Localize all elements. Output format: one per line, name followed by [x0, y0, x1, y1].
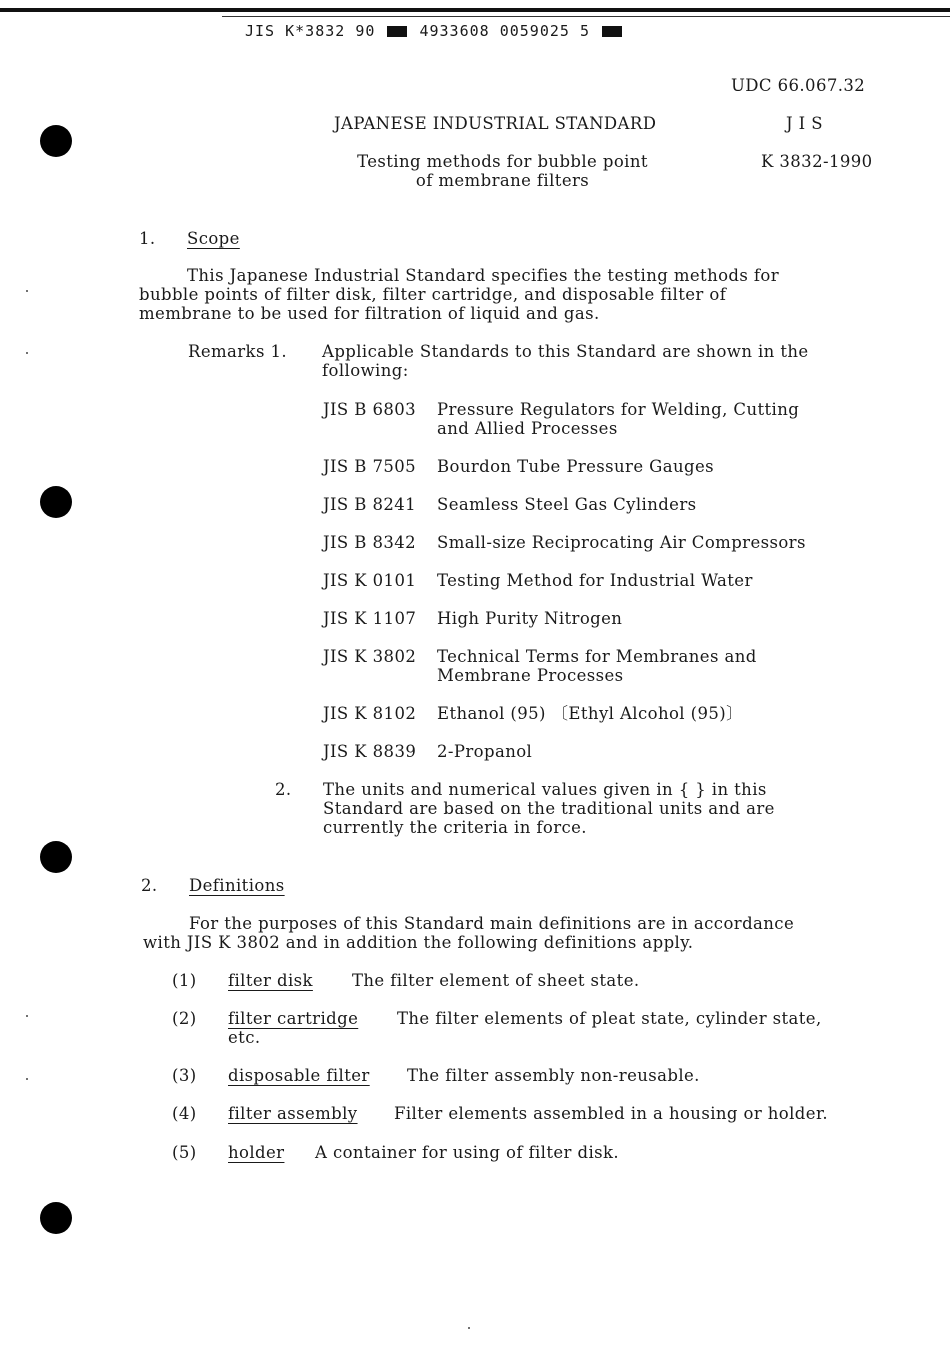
standard-title: High Purity Nitrogen [437, 609, 623, 628]
standard-title: and Allied Processes [437, 419, 618, 438]
standard-title: Testing Method for Industrial Water [437, 571, 753, 590]
definition-text-continued: etc. [228, 1028, 261, 1047]
standard-organization: JAPANESE INDUSTRIAL STANDARD [334, 114, 657, 133]
title-line: of membrane filters [415, 171, 590, 190]
definition-text: A container for using of filter disk. [315, 1143, 620, 1162]
black-block-mark [387, 26, 407, 37]
standard-code: JIS B 7505 [323, 457, 417, 476]
scope-paragraph-line: membrane to be used for filtration of liquid and gas. [139, 304, 600, 323]
definition-term: filter assembly [228, 1104, 358, 1123]
definition-term: holder [228, 1143, 285, 1162]
remark-text-line: following: [322, 361, 409, 380]
punch-hole [40, 125, 72, 157]
remark-text-line: Standard are based on the traditional units and are [323, 799, 775, 818]
microfilm-code-line [245, 22, 624, 41]
standard-code: JIS B 8241 [323, 495, 417, 514]
scan-speck [26, 290, 28, 292]
remark-text-line: Applicable Standards to this Standard are shown in the [322, 342, 809, 361]
definition-number: (3) [172, 1066, 197, 1085]
document-title [330, 152, 675, 190]
standard-code: JIS K 1107 [323, 609, 417, 628]
definitions-paragraph-line: For the purposes of this Standard main definitions are in accordance [189, 914, 795, 933]
definitions-paragraph-line: with JIS K 3802 and in addition the following definitions apply. [143, 933, 694, 952]
scope-paragraph-line: bubble points of filter disk, filter cartridge, and disposable filter of [139, 285, 727, 304]
punch-hole [40, 1202, 72, 1234]
definition-text: The filter assembly non-reusable. [407, 1066, 700, 1085]
scan-speck [26, 352, 28, 354]
standard-title: Small-size Reciprocating Air Compressors [437, 533, 806, 552]
jis-label: J I S [786, 114, 823, 133]
scan-top-rule [222, 16, 950, 17]
definition-text: Filter elements assembled in a housing or holder. [394, 1104, 829, 1123]
section-number: 2. [141, 876, 158, 895]
code-mid: 4933608 0059025 5 [419, 22, 590, 40]
scan-speck [468, 1327, 470, 1329]
section-heading-scope: Scope [187, 229, 240, 248]
scan-speck [26, 1015, 28, 1017]
punch-hole [40, 841, 72, 873]
standard-code: JIS B 6803 [323, 400, 417, 419]
standard-code: JIS K 3802 [323, 647, 417, 666]
standard-number: K 3832-1990 [761, 152, 873, 171]
remark-text-line: currently the criteria in force. [323, 818, 587, 837]
definition-term: disposable filter [228, 1066, 370, 1085]
definition-term: filter cartridge [228, 1009, 359, 1028]
standard-code: JIS B 8342 [323, 533, 417, 552]
remark-number: 2. [275, 780, 292, 799]
remark-text-line: The units and numerical values given in { } in this [323, 780, 767, 799]
definition-number: (4) [172, 1104, 197, 1123]
punch-hole [40, 486, 72, 518]
definition-text: The filter element of sheet state. [352, 971, 640, 990]
standard-title: 2-Propanol [437, 742, 533, 761]
standard-title: Ethanol (95) 〔Ethyl Alcohol (95)〕 [437, 704, 744, 723]
section-number: 1. [139, 229, 156, 248]
standard-title: Membrane Processes [437, 666, 624, 685]
scan-top-border [0, 8, 950, 12]
definition-number: (5) [172, 1143, 197, 1162]
standard-code: JIS K 0101 [323, 571, 417, 590]
code-left: JIS K*3832 90 [245, 22, 376, 40]
standard-title: Seamless Steel Gas Cylinders [437, 495, 697, 514]
definition-text: The filter elements of pleat state, cylinder state, [397, 1009, 822, 1028]
scan-speck [26, 1078, 28, 1080]
standard-title: Technical Terms for Membranes and [437, 647, 757, 666]
title-line: Testing methods for bubble point [357, 152, 648, 171]
standard-title: Bourdon Tube Pressure Gauges [437, 457, 714, 476]
udc-number: UDC 66.067.32 [731, 76, 866, 95]
definition-number: (1) [172, 971, 197, 990]
standard-title: Pressure Regulators for Welding, Cutting [437, 400, 800, 419]
remarks-label: Remarks 1. [188, 342, 288, 361]
section-heading-definitions: Definitions [189, 876, 285, 895]
definition-number: (2) [172, 1009, 197, 1028]
black-block-mark [602, 26, 622, 37]
standard-code: JIS K 8102 [323, 704, 417, 723]
definition-term: filter disk [228, 971, 313, 990]
standard-code: JIS K 8839 [323, 742, 417, 761]
scope-paragraph-line: This Japanese Industrial Standard specifies the testing methods for [187, 266, 780, 285]
